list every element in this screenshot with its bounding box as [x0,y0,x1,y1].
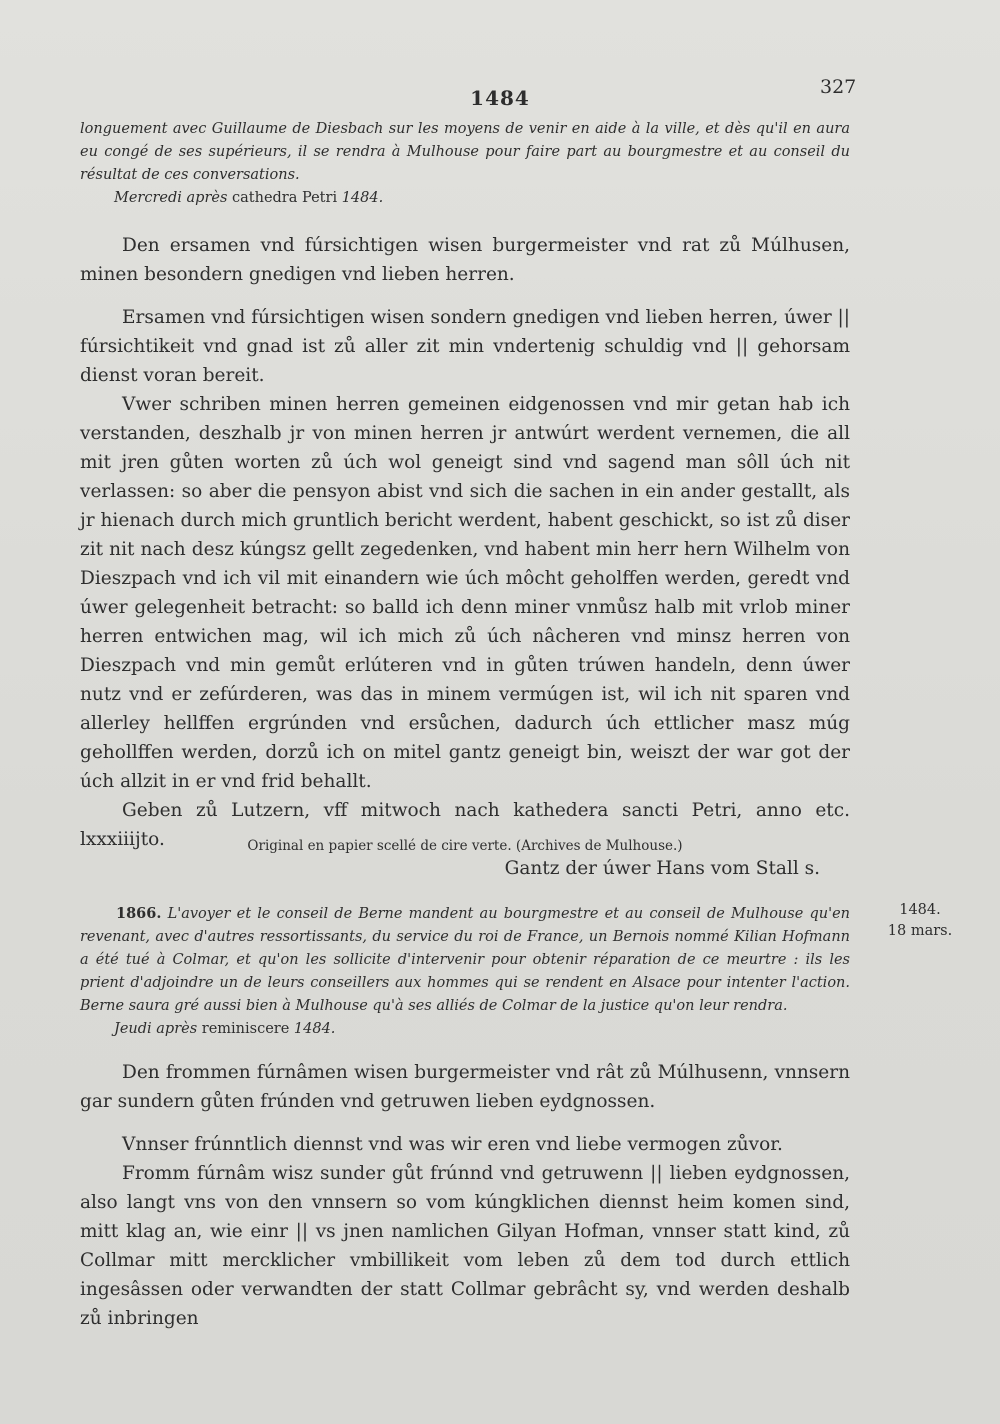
entry2-address: Den frommen fúrnâmen wisen burgermeister vnd rât zů Múlhusenn, vnnsern gar sundern gůten frúnden vnd getruwen lieben eydgnossen. [80,1062,850,1112]
entry1-closing: Geben zů Lutzern, vff mitwoch nach kathedera sancti Petri, anno etc. lxxxiiijto. [80,800,850,850]
entry2-summary-text: L'avoyer et le conseil de Berne mandent au bourgmestre et au conseil de Mulhouse qu'en revenant, avec d'autres ressortissants, du service du roi de France, un Bernois nommé Kilian Hofmann a été tué à Colmar, et qu'on les sollicite d'intervenir pour obtenir réparation de ce meurtre : ils les prient d'adjoindre un de leurs conseillers aux hommes qui se rendent en Alsace pour intenter l'action. Berne saura gré aussi bien à Mulhouse qu'à ses alliés de Colmar de la justice qu'on leur rendra. [80,906,850,1014]
entry2-summary-block [80,902,850,1041]
entry2-date-italic: Jeudi après [114,1021,198,1037]
entry2-summary [80,902,850,1018]
entry2-date-rest: reminiscere [197,1021,294,1037]
entry2-letter [80,1058,850,1333]
entry1-address: Den ersamen vnd fúrsichtigen wisen burgermeister vnd rat zů Múlhusen, minen besondern gnedigen vnd lieben herren. [80,235,850,285]
entry2-number: 1866. [116,905,162,922]
entry1-source-note: Original en papier scellé de cire verte. (Archives de Mulhouse.) [247,838,683,854]
entry1-date-rest: cathedra Petri [227,190,342,206]
entry2-dateline [114,1018,850,1041]
entry1-source-block [80,838,850,854]
entry1-date-italic: Mercredi après [114,190,228,206]
entry1-summary: longuement avec Guillaume de Diesbach sur les moyens de venir en aide à la ville, et dès qu'il en aura eu congé de ses supérieurs, il se rendra à Mulhouse pour faire part au bourgmestre et au conseil du résultat de ces conversations. [80,121,850,183]
entry1-greeting: Ersamen vnd fúrsichtigen wisen sondern gnedigen vnd lieben herren, úwer || fúrsichtikeit vnd gnad ist zů aller zit min vndertenig schuldig vnd || gehorsam dienst voran bereit. [80,307,851,386]
entry1-date-year: 1484. [341,190,384,206]
entry2-greeting: Vnnser frúnntlich diennst vnd was wir eren vnd liebe vermogen zůvor. [122,1134,783,1155]
entry2-body: Fromm fúrnâm wisz sunder gůt frúnnd vnd getruwenn || lieben eydgnossen, also langt vns von den vnnsern so vom kúngklichen diennst heim komen sind, mitt klag an, wie einr || vs jnen namlichen Gilyan Hofman, vnnser statt kind, zů Collmar mitt mercklicher vmbillikeit vom leben zů dem tod durch ettlich ingesâssen oder verwandten der statt Collmar gebrâcht sy, vnd werden deshalb zů inbringen [80,1163,850,1329]
entry2-margin-day: 18 mars. [887,923,953,939]
running-header-year: 1484 [470,86,530,110]
page-number: 327 [820,76,857,98]
entry2-margin-date [880,900,960,942]
entry2-date-year: 1484. [293,1021,336,1037]
entry1-dateline [114,187,850,210]
entry2-margin-year: 1484. [899,902,941,918]
entry1-signature: Gantz der úwer Hans vom Stall s. [504,858,820,879]
entry1-summary-block [80,118,850,210]
entry1-body: Vwer schriben minen herren gemeinen eidgenossen vnd mir getan hab ich verstanden, deszhalb jr von minen herren jr antwúrt werdent vernemen, die all mit jren gůten worten zů úch wol geneigt sind vnd sagend man sôll úch nit verlassen: so aber die pensyon abist vnd sich die sachen in ein ander gestallt, als jr hienach durch mich gruntlich bericht werdent, habent geschickt, so ist zů diser zit nit nach desz kúngsz gellt zegedenken, vnd habent min herr hern Wilhelm von Dieszpach vnd ich vil mit einandern wie úch môcht geholffen werden, geredt vnd úwer gelegenheit betracht: so balld ich denn miner vnmůsz halb mit vrlob miner herren entwichen mag, wil ich mich zů úch nâcheren vnd minsz herren von Dieszpach vnd min gemůt erlúteren vnd in gůten trúwen handeln, denn úwer nutz vnd er zefúrderen, was das in minem vermúgen ist, wil ich nit sparen vnd allerley hellffen ergrúnden vnd ersůchen, dadurch úch ettlicher masz múg gehollffen werden, dorzů ich on mitel gantz geneigt bin, weiszt der war got der úch allzit in er vnd frid behallt. [80,394,850,792]
entry1-letter [80,231,850,883]
